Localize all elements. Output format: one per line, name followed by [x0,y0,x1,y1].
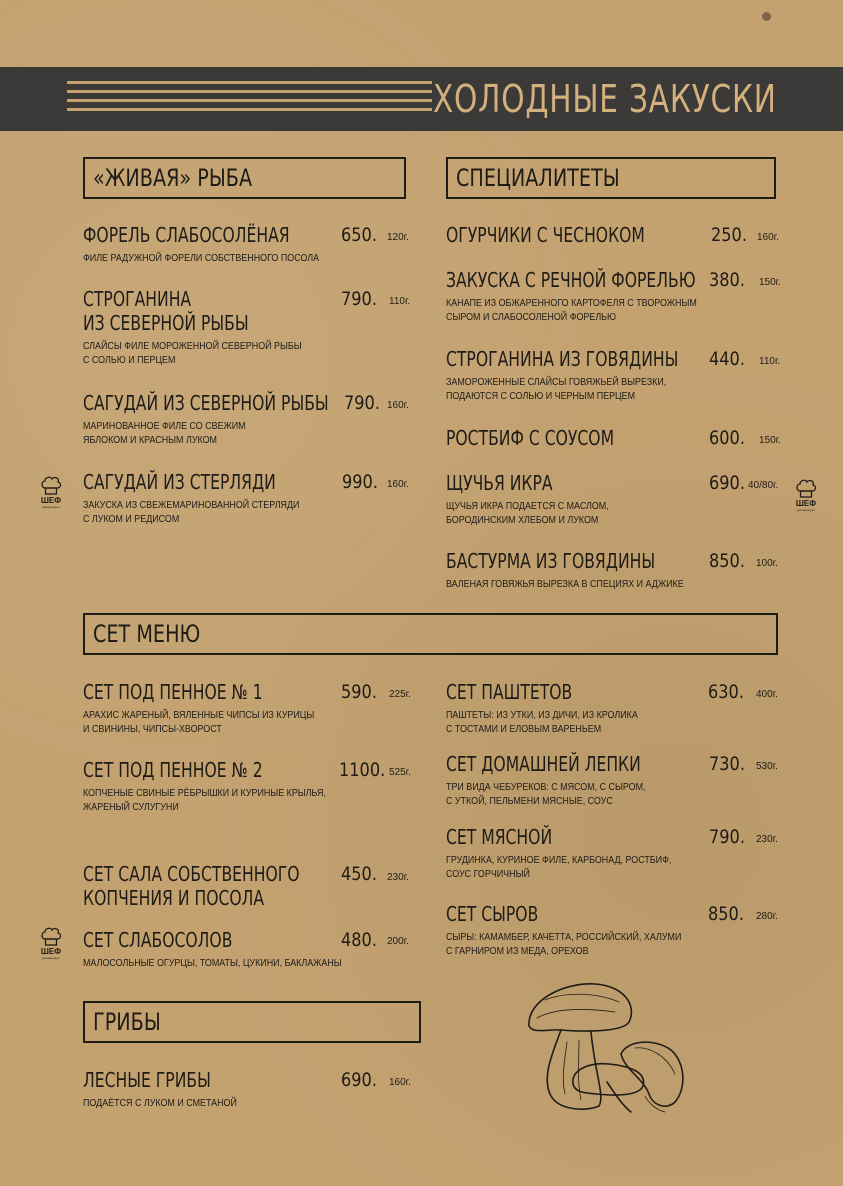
item-price: 250. [711,224,747,246]
chef-badge-label: ШЕФ [795,499,817,508]
item-weight: 400г. [756,689,778,700]
menu-item-roastbeef [446,426,843,450]
item-price: 790. [709,826,745,848]
section-live-fish: «ЖИВАЯ» РЫБА [83,157,406,199]
item-description: СЛАЙСЫ ФИЛЕ МОРОЖЕННОЙ СЕВЕРНОЙ РЫБЫ С СОЛЬЮ И ПЕРЦЕМ [83,340,302,366]
item-price: 790. [344,392,380,414]
chef-recommends-badge [37,927,65,960]
item-name: ЗАКУСКА С РЕЧНОЙ ФОРЕЛЬЮ [446,268,696,292]
item-price: 850. [708,903,744,925]
item-description: ФИЛЕ РАДУЖНОЙ ФОРЕЛИ СОБСТВЕННОГО ПОСОЛА [83,252,320,264]
menu-item-basturma [446,549,843,591]
item-name: СЕТ САЛА СОБСТВЕННОГО КОПЧЕНИЯ И ПОСОЛА [83,862,300,910]
item-price: 850. [709,550,745,572]
chef-badge-sublabel: рекомендует [797,508,815,512]
item-price: 440. [709,348,745,370]
item-weight: 160г. [387,400,409,411]
item-name: СТРОГАНИНА ИЗ СЕВЕРНОЙ РЫБЫ [83,287,249,335]
menu-item-pike-caviar [446,471,843,527]
item-name: БАСТУРМА ИЗ ГОВЯДИНЫ [446,549,656,573]
item-name: РОСТБИФ С СОУСОМ [446,426,615,450]
chef-recommends-badge [792,479,820,512]
item-name: СЕТ СЫРОВ [446,902,539,926]
section-set-menu: СЕТ МЕНЮ [83,613,778,655]
item-weight: 230г. [756,834,778,845]
menu-item-sagudai-sterlet [83,470,483,526]
item-weight: 150г. [759,435,781,446]
item-name: СЕТ ПАШТЕТОВ [446,680,573,704]
chef-hat-icon [40,476,62,496]
item-weight: 110г. [389,296,411,307]
menu-item-forest-mushrooms [83,1068,483,1110]
item-name: СТРОГАНИНА ИЗ ГОВЯДИНЫ [446,347,679,371]
item-description: КАНАПЕ ИЗ ОБЖАРЕННОГО КАРТОФЕЛЯ С ТВОРОЖНЫМ СЫРОМ И СЛАБОСОЛЕНОЙ ФОРЕЛЬЮ [446,297,697,323]
item-description: ГРУДИНКА, КУРИНОЕ ФИЛЕ, КАРБОНАД, РОСТБИФ, СОУС ГОРЧИЧНЫЙ [446,854,672,880]
item-weight: 225г. [389,689,411,700]
item-description: ЗАМОРОЖЕННЫЕ СЛАЙСЫ ГОВЯЖЬЕЙ ВЫРЕЗКИ, ПОДАЮТСЯ С СОЛЬЮ И ЧЕРНЫМ ПЕРЦЕМ [446,376,667,402]
item-weight: 40/80г. [748,480,779,491]
item-description: ТРИ ВИДА ЧЕБУРЕКОВ: С МЯСОМ, С СЫРОМ, С УТКОЙ, ПЕЛЬМЕНИ МЯСНЫЕ, СОУС [446,781,646,807]
item-weight: 160г. [387,479,409,490]
menu-item-beer-set-1 [83,680,483,736]
menu-item-stroganina-beef [446,347,843,403]
menu-item-salo-set [83,862,483,910]
item-name: СЕТ ДОМАШНЕЙ ЛЕПКИ [446,752,641,776]
item-name: ЩУЧЬЯ ИКРА [446,471,553,495]
menu-item-beer-set-2 [83,758,483,814]
menu-item-pate-set [446,680,843,736]
menu-item-trout [83,223,483,265]
item-weight: 200г. [387,936,409,947]
item-price: 690. [709,472,745,494]
header-decorative-lines [67,81,432,117]
chef-recommends-badge [37,476,65,509]
item-price: 1100. [339,759,386,781]
item-description: КОПЧЕНЫЕ СВИНЫЕ РЁБРЫШКИ И КУРИНЫЕ КРЫЛЬЯ, ЖАРЕНЫЙ СУЛУГУНИ [83,787,326,813]
item-description: ЗАКУСКА ИЗ СВЕЖЕМАРИНОВАННОЙ СТЕРЛЯДИ С ЛУКОМ И РЕДИСОМ [83,499,300,525]
item-name: СЕТ МЯСНОЙ [446,825,553,849]
item-name: ЛЕСНЫЕ ГРИБЫ [83,1068,211,1092]
item-name: ФОРЕЛЬ СЛАБОСОЛЁНАЯ [83,223,290,247]
item-weight: 160г. [757,232,779,243]
item-description: ВАЛЕНАЯ ГОВЯЖЬЯ ВЫРЕЗКА В СПЕЦИЯХ И АДЖИКЕ [446,578,684,590]
item-description: МАЛОСОЛЬНЫЕ ОГУРЦЫ, ТОМАТЫ, ЦУКИНИ, БАКЛАЖАНЫ [83,957,342,969]
item-name: ОГУРЧИКИ С ЧЕСНОКОМ [446,223,645,247]
item-name: СЕТ СЛАБОСОЛОВ [83,928,233,952]
section-mushrooms: ГРИБЫ [83,1001,421,1043]
item-price: 790. [341,288,377,310]
item-description: ПОДАЁТСЯ С ЛУКОМ И СМЕТАНОЙ [83,1097,237,1109]
item-name: САГУДАЙ ИЗ СТЕРЛЯДИ [83,470,276,494]
mushroom-illustration [525,978,690,1118]
item-description: СЫРЫ: КАМАМБЕР, КАЧЕТТА, РОССИЙСКИЙ, ХАЛУМИ С ГАРНИРОМ ИЗ МЕДА, ОРЕХОВ [446,931,682,957]
item-price: 480. [341,929,377,951]
chef-badge-sublabel: рекомендует [42,505,60,509]
item-price: 730. [709,753,745,775]
item-weight: 160г. [389,1077,411,1088]
item-description: АРАХИС ЖАРЕНЫЙ, ВЯЛЕННЫЕ ЧИПСЫ ИЗ КУРИЦЫ И СВИНИНЫ, ЧИПСЫ-ХВОРОСТ [83,709,315,735]
menu-item-homemade-set [446,752,843,808]
item-name: СЕТ ПОД ПЕННОЕ № 1 [83,680,263,704]
decorative-dot [762,12,771,21]
item-name: САГУДАЙ ИЗ СЕВЕРНОЙ РЫБЫ [83,391,329,415]
item-price: 630. [708,681,744,703]
item-weight: 280г. [756,911,778,922]
item-price: 650. [341,224,377,246]
menu-item-sagudai-fish [83,391,483,447]
item-weight: 530г. [756,761,778,772]
item-price: 600. [709,427,745,449]
menu-item-pickles [446,223,843,247]
chef-hat-icon [40,927,62,947]
item-price: 990. [342,471,378,493]
item-price: 450. [341,863,377,885]
menu-item-meat-set [446,825,843,881]
item-weight: 120г. [387,232,409,243]
item-price: 590. [341,681,377,703]
item-description: ПАШТЕТЫ: ИЗ УТКИ, ИЗ ДИЧИ, ИЗ КРОЛИКА С ТОСТАМИ И ЕЛОВЫМ ВАРЕНЬЕМ [446,709,638,735]
item-weight: 100г. [756,558,778,569]
menu-item-cheese-set [446,902,843,958]
menu-item-trout-appetizer [446,268,843,324]
item-weight: 525г. [389,767,411,778]
chef-hat-icon [795,479,817,499]
item-description: ЩУЧЬЯ ИКРА ПОДАЕТСЯ С МАСЛОМ, БОРОДИНСКИМ ХЛЕБОМ И ЛУКОМ [446,500,609,526]
chef-badge-sublabel: рекомендует [42,956,60,960]
menu-item-pickled-set [83,928,483,970]
menu-item-stroganina-fish [83,287,483,367]
section-specials: СПЕЦИАЛИТЕТЫ [446,157,776,199]
item-weight: 150г. [759,277,781,288]
item-weight: 110г. [759,356,781,367]
item-description: МАРИНОВАННОЕ ФИЛЕ СО СВЕЖИМ ЯБЛОКОМ И КРАСНЫМ ЛУКОМ [83,420,246,446]
item-price: 690. [341,1069,377,1091]
item-name: СЕТ ПОД ПЕННОЕ № 2 [83,758,263,782]
chef-badge-label: ШЕФ [40,496,62,505]
item-price: 380. [709,269,745,291]
page-header [0,67,843,131]
chef-badge-label: ШЕФ [40,947,62,956]
page-title: ХОЛОДНЫЕ ЗАКУСКИ [433,77,777,121]
item-weight: 230г. [387,872,409,883]
